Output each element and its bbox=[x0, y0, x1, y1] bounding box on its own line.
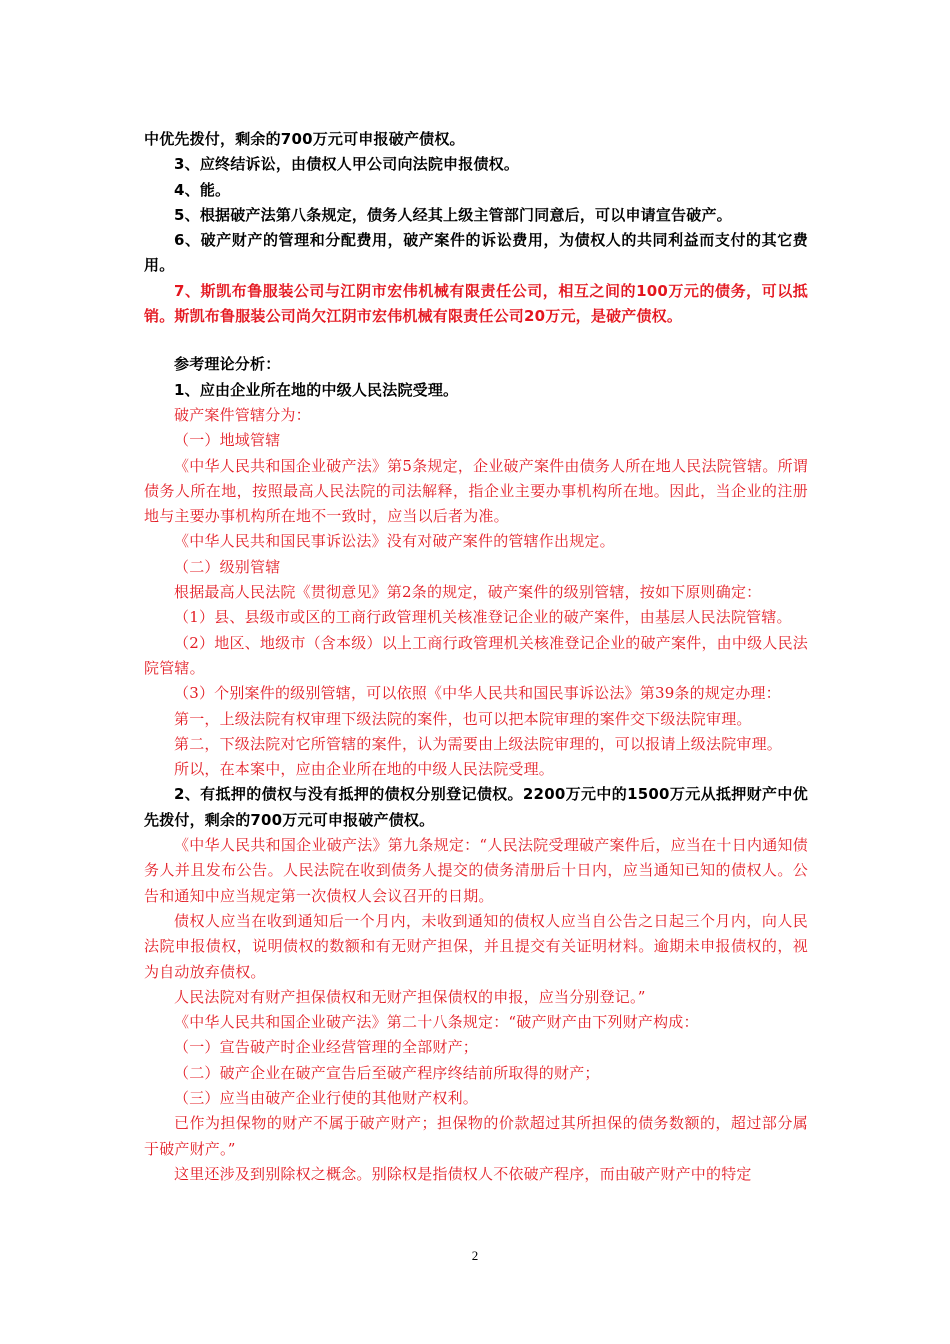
body-paragraph: 《中华人民共和国民事诉讼法》没有对破产案件的管辖作出规定。 bbox=[174, 532, 615, 551]
list-item: （2）地区、地级市（含本级）以上工商行政管理机关核准登记企业的破产案件，由中级人民法院管辖。 bbox=[144, 633, 808, 677]
answer-5: 5、根据破产法第八条规定，债务人经其上级主管部门同意后，可以申请宣告破产。 bbox=[174, 205, 732, 224]
analysis-point-1: 1、应由企业所在地的中级人民法院受理。 bbox=[174, 380, 459, 399]
list-item: （三）应当由破产企业行使的其他财产权利。 bbox=[174, 1088, 479, 1107]
list-item: （1）县、县级市或区的工商行政管理机关核准登记企业的破产案件，由基层人民法院管辖。 bbox=[174, 608, 792, 627]
section-heading-analysis: 参考理论分析： bbox=[174, 355, 281, 374]
body-paragraph: 《中华人民共和国企业破产法》第5条规定，企业破产案件由债务人所在地人民法院管辖。所谓债务人所在地，按照最高人民法院的司法解释，指企业主要办事机构所在地。因此，当企业的注册地与主要办事机构所在地不一致时，应当以后者为准。 bbox=[144, 456, 808, 526]
body-paragraph: 破产案件管辖分为： bbox=[174, 405, 311, 424]
subheading-level: （二）级别管辖 bbox=[174, 557, 281, 576]
body-paragraph: 这里还涉及到别除权之概念。别除权是指债权人不依破产程序，而由破产财产中的特定 bbox=[174, 1164, 752, 1183]
body-paragraph: 根据最高人民法院《贯彻意见》第2条的规定，破产案件的级别管辖，按如下原则确定： bbox=[174, 583, 762, 602]
paragraph-continuation: 中优先拨付，剩余的700万元可申报破产债权。 bbox=[144, 130, 465, 148]
answer-7: 7、斯凯布鲁服装公司与江阴市宏伟机械有限责任公司，相互之间的100万元的债务，可以抵销。斯凯布鲁服装公司尚欠江阴市宏伟机械有限责任公司20万元，是破产债权。 bbox=[144, 281, 808, 326]
body-paragraph: 第二，下级法院对它所管辖的案件，认为需要由上级法院审理的，可以报请上级法院审理。 bbox=[174, 734, 783, 753]
list-item: （二）破产企业在破产宣告后至破产程序终结前所取得的财产； bbox=[174, 1063, 600, 1082]
subheading-territorial: （一）地域管辖 bbox=[174, 431, 281, 450]
answer-3: 3、应终结诉讼，由债权人甲公司向法院申报债权。 bbox=[174, 155, 520, 174]
body-paragraph: 《中华人民共和国企业破产法》第二十八条规定：“破产财产由下列财产构成： bbox=[174, 1013, 699, 1032]
list-item: （3）个别案件的级别管辖，可以依照《中华人民共和国民事诉讼法》第39条的规定办理： bbox=[174, 684, 781, 703]
body-paragraph: 已作为担保物的财产不属于破产财产；担保物的价款超过其所担保的债务数额的，超过部分属于破产财产。” bbox=[144, 1114, 808, 1158]
answer-4: 4、能。 bbox=[174, 180, 231, 199]
paragraph-gap bbox=[144, 329, 808, 352]
body-paragraph: 所以，在本案中，应由企业所在地的中级人民法院受理。 bbox=[174, 760, 555, 779]
page-number: 2 bbox=[471, 1248, 479, 1263]
answer-6: 6、破产财产的管理和分配费用，破产案件的诉讼费用，为债权人的共同利益而支付的其它费用。 bbox=[144, 231, 808, 275]
body-paragraph: 人民法院对有财产担保债权和无财产担保债权的申报，应当分别登记。” bbox=[174, 987, 646, 1006]
document-body bbox=[144, 127, 808, 1187]
body-paragraph: 《中华人民共和国企业破产法》第九条规定：“人民法院受理破产案件后，应当在十日内通知债务人并且发布公告。人民法院在收到债务人提交的债务清册后十日内，应当通知已知的债权人。公告和通知中应当规定第一次债权人会议召开的日期。 bbox=[144, 836, 808, 905]
body-paragraph: 债权人应当在收到通知后一个月内，未收到通知的债权人应当自公告之日起三个月内，向人民法院申报债权，说明债权的数额和有无财产担保，并且提交有关证明材料。逾期未申报债权的，视为自动放弃债权。 bbox=[144, 911, 808, 981]
body-paragraph: 第一，上级法院有权审理下级法院的案件，也可以把本院审理的案件交下级法院审理。 bbox=[174, 709, 752, 728]
list-item: （一）宣告破产时企业经营管理的全部财产； bbox=[174, 1038, 479, 1057]
analysis-point-2: 2、有抵押的债权与没有抵押的债权分别登记债权。2200万元中的1500万元从抵押财产中优先拨付，剩余的700万元可申报破产债权。 bbox=[144, 785, 808, 829]
